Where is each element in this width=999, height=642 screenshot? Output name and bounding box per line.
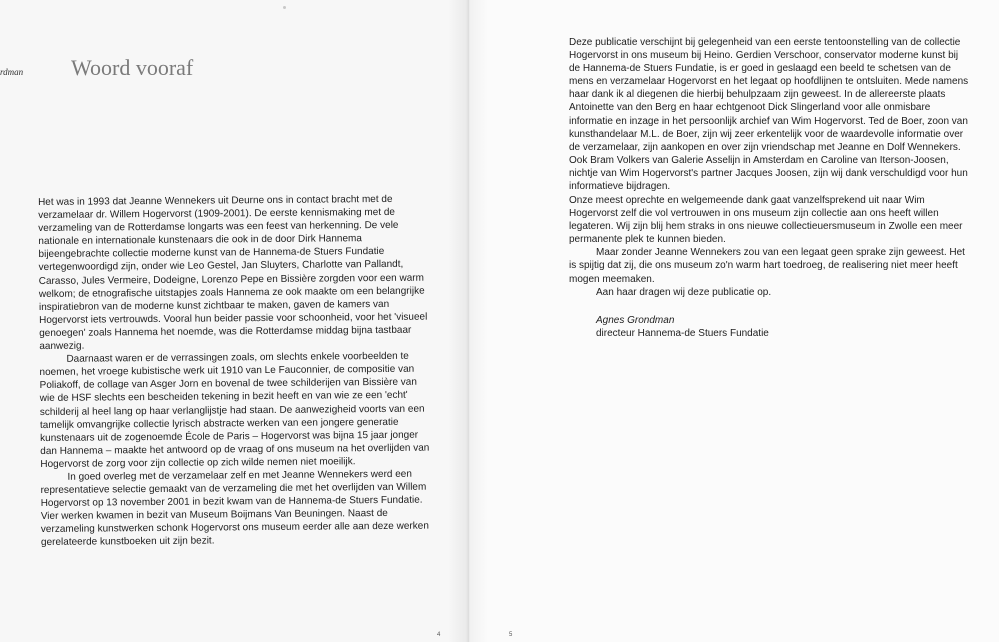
- left-paragraph-2: Daarnaast waren er de verrassingen zoals, om slechts enkele voorbeelden te noemen, het vroege kubistische werk uit 1910 van Le Fauconnier, de compositie van Poliakoff, de collage van Asger Jorn en bovenal de twee schilderijen van Bissière van wie de HSF slechts een bescheiden tekening in bezit heeft en van wie ze een 'echt' schilderij al heel lang op haar verlanglijstje had staan. De aanwezigheid voorts van een tamelijk omvangrijke collectie lyrisch abstracte werken van een jongere generatie kunstenaars uit de zogenoemde École de Paris – Hogervorst was bijna 15 jaar jonger dan Hannema – maakte het antwoord op de vraag of ons museum na het overlijden van Hogervorst de zorg voor zijn collectie op zich wilde nemen niet moeilijk.: [39, 350, 430, 470]
- right-body-text-top: [569, 36, 970, 193]
- running-head: rdman: [0, 67, 24, 77]
- left-paragraph-1: Het was in 1993 dat Jeanne Wennekers uit Deurne ons in contact bracht met de verzamelaar dr. Willem Hogervorst (1909-2001). De eerste kennismaking met de verzameling van de Rotterdamse longarts was een feest van herkenning. De vele nationale en internationale kunstenaars die ook in de door Dirk Hannema bijeengebrachte collectie moderne kunst van de Hannema-de Stuers Fundatie vertegenwoordigd zijn, onder wie Leo Gestel, Jan Sluyters, Charlotte van Pallandt, Carasso, Jules Vermeire, Dodeigne, Lorenzo Pepe en Bissière zorgden voor een warm welkom; de etnografische uitstapjes zoals Hannema ze ook maakte om een belangrijke inspiratiebron van de moderne kunst zichtbaar te maken, gaven de kamers van Hogervorst iets vertrouwds. Vooral hun beider passie voor schoonheid, voor het 'visueel genoegen' zoals Hannema het noemde, was die Rotterdamse middag bijna tastbaar aanwezig.: [38, 193, 428, 353]
- right-paragraph-2: Onze meest oprechte en welgemeende dank gaat vanzelfsprekend uit naar Wim Hogervorst zelf die vol vertrouwen in ons museum zijn collectie aan ons heeft willen legateren. Wij zijn blij hem straks in ons nieuwe collectieuersmuseum in Zwolle een meer permanente plek te kunnen bieden.: [569, 195, 963, 246]
- chapter-title: Woord vooraf: [71, 55, 194, 80]
- left-body-text: [38, 193, 433, 550]
- signature-role: directeur Hannema-de Stuers Fundatie: [596, 328, 769, 340]
- left-page: [0, 0, 468, 642]
- right-paragraph-3: Maar zonder Jeanne Wennekers zou van een legaat geen sprake zijn geweest. Het is spijtig dat zij, die ons museum zo'n warm hart toedroeg, de realisering niet meer heeft mogen meemaken.: [569, 247, 965, 285]
- left-paragraph-3: In goed overleg met de verzamelaar zelf en met Jeanne Wennekers werd een representatieve selectie gemaakt van de verzameling die met het overlijden van Willem Hogervorst op 13 november 2001 in bezit kwam van de Hannema-de Stuers Fundatie. Vier werken kwamen in bezit van Museum Boijmans Van Beuningen. Naast de verzameling kunstwerken schonk Hogervorst ons museum eerder alle aan deze werken gerelateerde kunstboeken uit zijn bezit.: [40, 468, 429, 549]
- signature-name: Agnes Grondman: [596, 315, 675, 326]
- page-number-left: 4: [437, 632, 441, 638]
- paper-speck: [283, 6, 286, 9]
- page-number-right: 5: [509, 632, 513, 638]
- right-paragraph-1: Deze publicatie verschijnt bij gelegenheid van een eerste tentoonstelling van de collectie Hogervorst in ons museum bij Heino. Gerdien Verschoor, conservator moderne kunst bij de Hannema-de Stuers Fundatie, is er goed in geslaagd een beeld te schetsen van de mens en verzamelaar Hogervorst en het legaat op hoofdlijnen te ontsluiten. Mede namens haar dank ik al diegenen die hierbij behulpzaam zijn geweest. In de allereerste plaats Antoinette van den Berg en haar echtgenoot Dick Slingerland voor alle onmisbare informatie en inzage in het persoonlijk archief van Wim Hogervorst. Ted de Boer, zoon van kunsthandelaar M.L. de Boer, zijn wij zeer erkentelijk voor de waardevolle informatie over de verzamelaar, zijn aankopen en over zijn vriendschap met Jeanne en Dolf Wennekers. Ook Bram Volkers van Galerie Asselijn in Amsterdam en Caroline van Iterson-Joosen, nichtje van Wim Hogervorst's partner Jacques Joosen, zijn wij dank verschuldigd voor hun informatieve bijdragen.: [569, 37, 969, 193]
- signature-block: [596, 314, 769, 340]
- right-paragraph-4: Aan haar dragen wij deze publicatie op.: [596, 286, 772, 298]
- gutter-line: [468, 0, 469, 642]
- right-body-text-bottom: [569, 194, 970, 299]
